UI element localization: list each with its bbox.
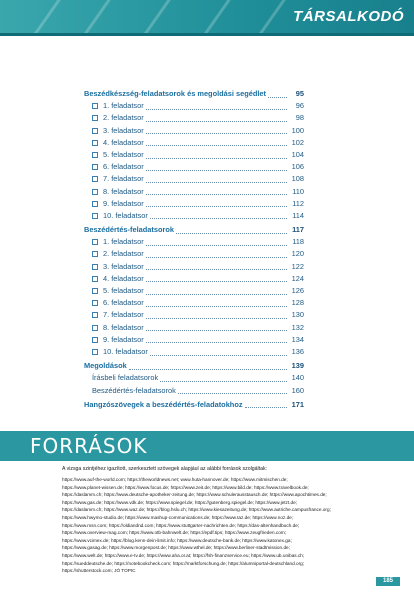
checkbox-icon[interactable] — [92, 239, 98, 245]
toc-label — [84, 399, 245, 411]
toc-label — [92, 186, 146, 198]
toc-entry[interactable] — [84, 210, 304, 222]
toc-label — [92, 149, 146, 161]
dot-leader — [146, 280, 287, 282]
toc-label — [92, 346, 150, 358]
toc-label-text: Beszédértés-feladatsorok — [84, 225, 174, 235]
dot-leader — [146, 120, 287, 122]
header-title: TÁRSALKODÓ — [293, 8, 404, 25]
source-line: https://www.auf-the-world.com; https://theworldnews.net; www.huta-hannover.de; https://www.mitmischen.de; — [62, 477, 288, 482]
source-line: https://shutterstock.com; JÓ TOPIC — [62, 568, 136, 574]
toc-page-number: 106 — [291, 162, 304, 172]
dot-leader — [150, 217, 287, 219]
dot-leader — [268, 96, 287, 98]
toc-label-text: 6. feladatsor — [103, 162, 144, 172]
toc-label — [84, 224, 176, 236]
dot-leader — [146, 205, 287, 207]
checkbox-icon[interactable] — [92, 264, 98, 270]
checkbox-icon[interactable] — [92, 276, 98, 282]
toc-label-text: 1. feladatsor — [103, 101, 144, 111]
source-line: https://daslamm.ch; https://www.deutsche-apotheker-zeitung.de; https://www.schulerausstausch.de; https://www.apochtimes.de; — [62, 492, 327, 498]
checkbox-icon[interactable] — [92, 128, 98, 134]
header-band — [0, 0, 414, 36]
source-line: https://www.hwymo-studio.de; https://www.mashup-communications.de; https://www.taz.de; https://www.noz.de; — [62, 514, 294, 520]
toc-label — [92, 236, 146, 248]
checkbox-icon[interactable] — [92, 164, 98, 170]
toc-label — [92, 100, 146, 112]
toc-label — [92, 322, 146, 334]
header-underline — [0, 33, 414, 36]
toc-entry[interactable] — [84, 334, 304, 346]
toc-page-number: 132 — [291, 322, 304, 332]
dot-leader — [146, 157, 287, 159]
toc-label — [92, 385, 178, 397]
toc-label — [92, 261, 146, 273]
toc-label-text: 1. feladatsor — [103, 237, 144, 247]
toc-page-number: 102 — [291, 137, 304, 147]
toc-label — [92, 137, 146, 149]
toc-label-text: 8. feladatsor — [103, 186, 144, 196]
sources-title: FORRÁSOK — [30, 434, 148, 458]
dot-leader — [146, 244, 287, 246]
toc-label-text: 10. feladatsor — [103, 346, 148, 356]
dot-leader — [146, 341, 287, 343]
toc-label — [92, 273, 146, 285]
toc-label — [92, 125, 146, 137]
dot-leader — [146, 293, 287, 295]
toc-label-text: 2. feladatsor — [103, 113, 144, 123]
dot-leader — [146, 193, 287, 195]
toc-label-text: 7. feladatsor — [103, 174, 144, 184]
toc-page-number: 112 — [292, 198, 304, 208]
toc-label — [92, 285, 146, 297]
toc-page-number: 128 — [291, 298, 304, 308]
toc-label — [92, 173, 146, 185]
decorative-stripe — [20, 0, 63, 36]
toc-page-number: 108 — [291, 174, 304, 184]
source-line: https://www.gasag.de; https://www.morgenpost.de; https://www.wthel.de; https://www.berliner-stadtmission.de; — [62, 545, 290, 551]
checkbox-icon[interactable] — [92, 213, 98, 219]
toc-entry[interactable] — [84, 385, 304, 397]
checkbox-icon[interactable] — [92, 140, 98, 146]
page-number: 185 — [376, 577, 400, 586]
toc-page-number: 120 — [291, 249, 304, 259]
toc-label — [84, 360, 129, 372]
toc-page-number: 117 — [292, 225, 304, 235]
source-line: https://www.msn.com; https://oldiandnd.com; https://www.stuttgarter-nachrichten.de; https://das-altenhandbuch.de; — [62, 522, 300, 528]
toc-entry[interactable] — [84, 198, 304, 210]
toc-label-text: Megoldások — [84, 361, 127, 371]
toc-entry[interactable] — [84, 285, 304, 297]
toc-page-number: 130 — [291, 310, 304, 320]
toc-page-number: 136 — [291, 346, 304, 356]
checkbox-icon[interactable] — [92, 152, 98, 158]
checkbox-icon[interactable] — [92, 251, 98, 257]
dot-leader — [245, 406, 287, 408]
toc-page-number: 160 — [291, 385, 304, 395]
toc-page-number: 122 — [291, 261, 304, 271]
source-line: https://daslamm.ch; https://www.waz.de; https://blog.hslu.ch; https://www.kiesazeitung.de; https://www.autriche.campusfrance.org; — [62, 507, 331, 513]
dot-leader — [146, 144, 287, 146]
toc-entry[interactable] — [84, 149, 304, 161]
toc-entry[interactable] — [84, 309, 304, 321]
dot-leader — [146, 268, 287, 270]
toc-page-number: 134 — [291, 334, 304, 344]
toc-section[interactable] — [84, 224, 304, 236]
toc-entry[interactable] — [84, 137, 304, 149]
toc-entry[interactable] — [84, 161, 304, 173]
toc-entry[interactable] — [84, 236, 304, 248]
toc-page-number: 124 — [291, 273, 304, 283]
checkbox-icon[interactable] — [92, 337, 98, 343]
sources-banner — [0, 431, 414, 461]
decorative-stripe — [245, 0, 288, 36]
toc-label-text: 9. feladatsor — [103, 334, 144, 344]
checkbox-icon[interactable] — [92, 103, 98, 109]
toc-entry[interactable] — [84, 261, 304, 273]
toc-label — [92, 112, 146, 124]
toc-entry[interactable] — [84, 173, 304, 185]
checkbox-icon[interactable] — [92, 325, 98, 331]
toc-label-text: 2. feladatsor — [103, 249, 144, 259]
toc-label — [92, 297, 146, 309]
toc-label — [92, 334, 146, 346]
toc-label-text: Hangzószövegek a beszédértés-feladatokhoz — [84, 399, 243, 409]
toc-label-text: Írásbeli feladatsorok — [92, 373, 159, 383]
toc-label-text: 8. feladatsor — [103, 322, 144, 332]
toc-label-text: 5. feladatsor — [103, 286, 144, 295]
checkbox-icon[interactable] — [92, 312, 98, 318]
toc-page-number: 140 — [291, 373, 304, 383]
toc-entry[interactable] — [84, 297, 304, 309]
toc-section[interactable] — [84, 88, 304, 100]
toc-page-number: 139 — [291, 361, 304, 371]
source-line: https://sueddeutsche.de; https://notebookcheck.com; https://marktforschung.de; https://alumniportal-deutschland.org; — [62, 560, 305, 566]
dot-leader — [146, 169, 287, 171]
dot-leader — [150, 354, 287, 356]
toc-entry[interactable] — [84, 372, 304, 384]
toc-label — [92, 210, 150, 222]
source-line: https://www.vcimex.de; https://blog.kenn-dein-limit.info; https://www.deutsche-bank.de; https://www.katonex.ga; — [62, 537, 292, 543]
toc-entry[interactable] — [84, 273, 304, 285]
decorative-stripe — [190, 0, 233, 36]
toc-page-number: 126 — [291, 286, 304, 295]
dot-leader — [160, 380, 287, 382]
toc-label-text: 3. feladatsor — [103, 125, 144, 135]
toc-page-number: 104 — [291, 149, 304, 159]
source-line: https://www.welt.de; https://www.e-tv.de; https://www.aha.or.at; https://fsh-finanzservice.eu; https://www.ub.unibas.ch; — [62, 552, 305, 558]
toc-page-number: 171 — [291, 399, 304, 409]
toc-entry[interactable] — [84, 100, 304, 112]
toc-entry[interactable] — [84, 125, 304, 137]
dot-leader — [146, 317, 287, 319]
toc-label — [92, 198, 146, 210]
toc-label-text: 9. feladatsor — [103, 198, 144, 208]
toc-label — [92, 372, 160, 384]
dot-leader — [146, 256, 287, 258]
table-of-contents — [84, 86, 304, 411]
source-line: https://www.planet-wissen.de; https://www.focus.de; https://www.zeit.de; https://www.bild.de; https://www.travelbook.de; — [62, 484, 309, 490]
toc-label-text: 4. feladatsor — [103, 273, 144, 283]
dot-leader — [146, 108, 287, 110]
sources-list — [62, 476, 380, 575]
toc-label-text: 7. feladatsor — [103, 310, 144, 320]
toc-label-text: 3. feladatsor — [103, 261, 144, 271]
checkbox-icon[interactable] — [92, 115, 98, 121]
toc-entry[interactable] — [84, 186, 304, 198]
toc-page-number: 96 — [295, 101, 304, 111]
toc-entry[interactable] — [84, 346, 304, 358]
toc-page-number: 100 — [291, 125, 304, 135]
dot-leader — [146, 132, 287, 134]
toc-label — [92, 161, 146, 173]
dot-leader — [176, 232, 287, 234]
toc-page-number: 110 — [292, 186, 304, 196]
dot-leader — [146, 305, 287, 307]
toc-page-number: 98 — [295, 113, 304, 123]
toc-page-number: 114 — [292, 210, 304, 220]
toc-label-text: Beszédkészség-feladatsorok és megoldási segédlet — [84, 89, 266, 98]
toc-entry[interactable] — [84, 112, 304, 124]
toc-label-text: 5. feladatsor — [103, 149, 144, 159]
toc-label — [92, 248, 146, 260]
toc-label — [84, 88, 268, 100]
toc-section[interactable] — [84, 360, 304, 372]
dot-leader — [129, 368, 287, 370]
decorative-stripe — [130, 0, 173, 36]
checkbox-icon[interactable] — [92, 300, 98, 306]
toc-label-text: 6. feladatsor — [103, 298, 144, 308]
source-line: https://www.overview-mag.com; https://www.otb-bahnwelt.de; https://epdf.tips; https://www.zeugfrieden.com; — [62, 530, 287, 536]
toc-entry[interactable] — [84, 248, 304, 260]
toc-entry[interactable] — [84, 322, 304, 334]
toc-label-text: 10. feladatsor — [103, 210, 148, 220]
dot-leader — [146, 181, 287, 183]
checkbox-icon[interactable] — [92, 176, 98, 182]
checkbox-icon[interactable] — [92, 288, 98, 294]
checkbox-icon[interactable] — [92, 201, 98, 207]
checkbox-icon[interactable] — [92, 349, 98, 355]
decorative-stripe — [70, 0, 113, 36]
sources-intro: A vizsga szintjéhez igazított, szerkesztett szövegek alapjául az alábbi források szolgáltak: — [62, 466, 268, 472]
toc-page-number: 118 — [292, 237, 304, 247]
toc-label-text: Beszédértés-feladatsorok — [92, 385, 176, 395]
toc-label-text: 4. feladatsor — [103, 137, 144, 147]
dot-leader — [178, 392, 287, 394]
toc-section[interactable] — [84, 399, 304, 411]
dot-leader — [146, 329, 287, 331]
toc-label — [92, 309, 146, 321]
checkbox-icon[interactable] — [92, 189, 98, 195]
toc-page-number: 95 — [295, 89, 304, 98]
source-line: https://www.gas.de; https://www.vdk.de; https://www.spiegel.de; https://gutenberg.spiegel.de; https://www.jetzt.de; — [62, 499, 298, 505]
